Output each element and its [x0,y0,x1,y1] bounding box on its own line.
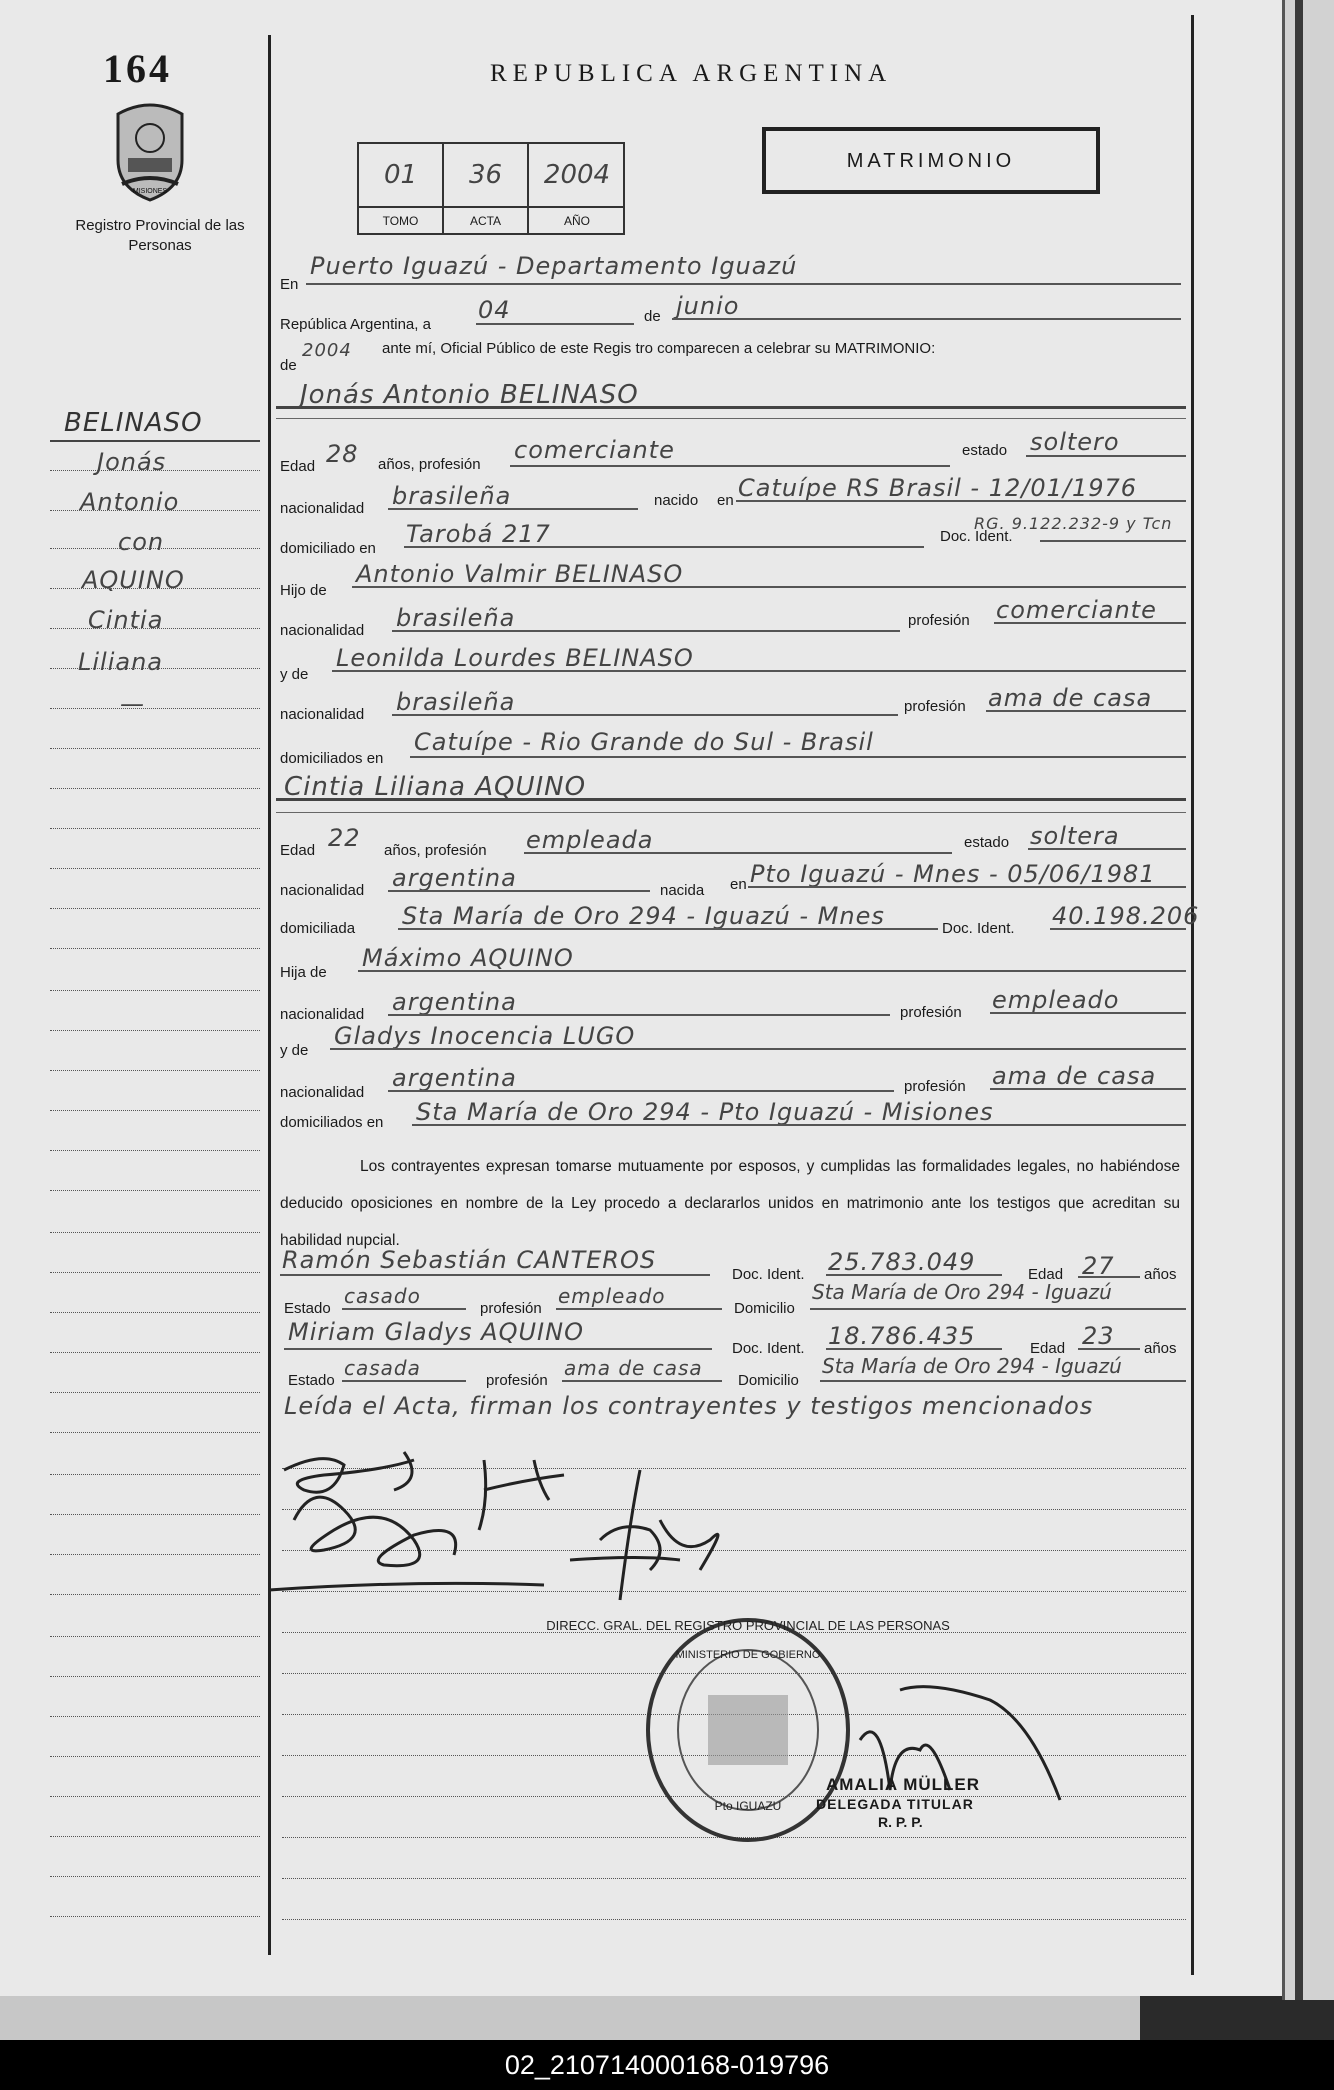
margin-dotted-line [50,1594,260,1595]
groom-address: Tarobá 217 [406,520,551,548]
field-line [388,1014,890,1016]
label: nacionalidad [280,1084,365,1101]
bride-mother-nationality: argentina [392,1064,517,1092]
field-line [332,670,1186,672]
witness2-name: Miriam Gladys AQUINO [288,1318,584,1346]
groom-age: 28 [326,440,359,468]
groom-parents-address: Catuípe - Rio Grande do Sul - Brasil [414,728,874,756]
svg-text:MINISTERIO DE GOBIERNO: MINISTERIO DE GOBIERNO [675,1649,821,1661]
label: en [717,492,734,509]
country-title: REPUBLICA ARGENTINA [490,60,893,87]
field-line [412,1124,1186,1126]
margin-dotted-line [50,868,260,869]
label: profesión [486,1372,548,1389]
groom-father: Antonio Valmir BELINASO [356,560,684,588]
svg-text:DIRECC. GRAL. DEL REGISTRO PRO: DIRECC. GRAL. DEL REGISTRO PROVINCIAL DE LAS PERSONAS [546,1618,950,1633]
field-line [990,1012,1186,1014]
volume-box [357,142,625,235]
bride-father-occupation: empleado [992,986,1120,1014]
label: nacionalidad [280,706,365,723]
margin-dotted-line [50,1150,260,1151]
margin-dotted-line [50,1474,260,1475]
field-line [826,1348,1002,1350]
field-line [276,798,1186,801]
groom-mother: Leonilda Lourdes BELINASO [336,644,694,672]
witness-signature-icon [560,1460,760,1610]
label: de [644,308,661,325]
label: Edad [1030,1340,1066,1357]
label: domiciliada [280,920,356,937]
margin-dotted-line [50,990,260,991]
right-margin-rule [1191,15,1194,1975]
page-number: 164 [103,46,172,91]
witness1-address: Sta María de Oro 294 - Iguazú [812,1280,1112,1304]
groom-birth: Catuípe RS Brasil - 12/01/1976 [738,474,1138,502]
bride-address: Sta María de Oro 294 - Iguazú - Mnes [402,902,885,930]
bride-occupation: empleada [526,826,654,854]
margin-dotted-line [50,1876,260,1877]
field-line [388,1090,894,1092]
field-line [524,852,952,854]
margin-line: Liliana [78,648,163,676]
label: años [1144,1266,1177,1283]
field-line [392,630,900,632]
margin-dotted-line [50,1636,260,1637]
label: Hija de [280,964,327,981]
label: profesión [480,1300,542,1317]
field-line [820,1380,1186,1382]
tomo-value: 01 [383,160,418,190]
witness1-occupation: empleado [558,1284,666,1308]
closing-note: Leída el Acta, firman los contrayentes y testigos mencionados [284,1392,1094,1420]
margin-dotted-line [50,748,260,749]
margin-line: Cintia [88,606,164,634]
field-line [352,586,1186,588]
label: domiciliados en [280,1114,384,1131]
field-line [1050,928,1186,930]
field-line [342,1380,466,1382]
field-line [1040,540,1186,542]
label: En [280,276,299,293]
label: Edad [1028,1266,1064,1283]
bride-mother: Gladys Inocencia LUGO [334,1022,636,1050]
place-value: Puerto Iguazú - Departamento Iguazú [310,252,798,280]
anio-value: 2004 [543,160,611,190]
label: nacionalidad [280,622,365,639]
field-line [276,406,1186,409]
margin-dotted-line [50,470,260,471]
month-value: junio [676,292,740,320]
bride-father: Máximo AQUINO [362,944,574,972]
field-line [392,714,898,716]
field-line [1026,455,1186,457]
label: domiciliado en [280,540,376,557]
label: de [280,357,297,374]
field-line [398,928,938,930]
margin-dotted-line [50,1232,260,1233]
margin-dotted-line [50,1676,260,1677]
margin-dotted-line [50,1836,260,1837]
margin-dotted-line [50,668,260,669]
margin-dotted-line [50,1070,260,1071]
bride-doc: 40.198.206 [1052,902,1200,930]
label: domiciliados en [280,750,384,767]
margin-dotted-line [50,1272,260,1273]
ruled-line [282,1919,1186,1920]
margin-dotted-line [50,1392,260,1393]
label: Doc. Ident. [942,920,1015,937]
bride-nationality: argentina [392,864,517,892]
witness2-doc: 18.786.435 [828,1322,976,1350]
groom-status: soltero [1030,428,1120,456]
label: profesión [908,612,970,629]
witness2-occupation: ama de casa [564,1356,703,1380]
label: Doc. Ident. [732,1266,805,1283]
anio-label: AÑO [529,206,625,235]
field-line [306,283,1181,285]
margin-dotted-line [50,1716,260,1717]
label: Doc. Ident. [732,1340,805,1357]
field-line [280,1274,710,1276]
margin-dotted-line [50,1514,260,1515]
label: profesión [904,698,966,715]
label: y de [280,666,309,683]
groom-father-occupation: comerciante [996,596,1157,624]
acta-value: 36 [468,160,503,190]
margin-dotted-line [50,788,260,789]
book-edge [1282,0,1334,2000]
label: nacionalidad [280,882,365,899]
field-line [1078,1348,1140,1350]
svg-text:MISIONES: MISIONES [132,188,168,195]
witness1-doc: 25.783.049 [828,1248,976,1276]
label: estado [964,834,1010,851]
margin-dotted-line [50,1352,260,1353]
act-type-box: MATRIMONIO [762,127,1100,194]
groom-father-nationality: brasileña [396,604,516,632]
label: años, profesión [378,456,481,473]
field-line [276,812,1186,813]
groom-occupation: comerciante [514,436,675,464]
margin-dotted-line [50,1756,260,1757]
field-line [810,1308,1186,1310]
official-name: AMALIA MÜLLER [826,1775,981,1794]
label: años [1144,1340,1177,1357]
label: Edad [280,842,316,859]
field-line [826,1274,1002,1276]
field-line [1028,848,1186,850]
column-divider [268,35,271,1955]
label: nacido [654,492,699,509]
margin-line: — [120,690,145,718]
label: y de [280,1042,309,1059]
registry-name: Registro Provincial de las Personas [75,217,245,254]
field-line [404,546,924,548]
underlying-page [0,1996,1140,2040]
official-title: DELEGADA TITULAR [816,1796,974,1812]
label: Hijo de [280,582,327,599]
witness1-age: 27 [1082,1252,1115,1280]
bride-name: Cintia Liliana AQUINO [284,772,587,802]
label: en [730,876,747,893]
margin-dotted-line [50,510,260,511]
witness2-address: Sta María de Oro 294 - Iguazú [822,1354,1122,1378]
margin-dotted-line [50,1110,260,1111]
label: estado [962,442,1008,459]
field-line [284,1348,712,1350]
groom-doc: RG. 9.122.232-9 y Tcn [974,514,1173,533]
appearance-text: ante mí, Oficial Público de este Regis tro comparecen a celebrar su MATRIMONIO: [382,340,936,357]
field-line [388,890,650,892]
svg-text:Pto IGUAZU: Pto IGUAZU [714,1799,782,1813]
label: Estado [284,1300,331,1317]
witness1-name: Ramón Sebastián CANTEROS [282,1246,657,1274]
field-line [476,323,634,325]
groom-name: Jonás Antonio BELINASO [300,380,639,410]
label: Domicilio [734,1300,795,1317]
groom-mother-occupation: ama de casa [988,684,1153,712]
groom-nationality: brasileña [392,482,512,510]
label: nacionalidad [280,500,365,517]
margin-rule [50,440,260,442]
label: nacida [660,882,705,899]
day-value: 04 [478,296,511,324]
label: Doc. Ident. [940,528,1013,545]
margin-line: AQUINO [82,566,185,594]
field-line [986,710,1186,712]
ruled-line [282,1878,1186,1879]
margin-dotted-line [50,1190,260,1191]
year-value: 2004 [302,340,352,361]
label: Estado [288,1372,335,1389]
label: profesión [904,1078,966,1095]
field-line [994,622,1186,624]
margin-dotted-line [50,1312,260,1313]
margin-dotted-line [50,548,260,549]
margin-dotted-line [50,1796,260,1797]
margin-dotted-line [50,1554,260,1555]
field-line [562,1380,722,1382]
margin-dotted-line [50,588,260,589]
label: Domicilio [738,1372,799,1389]
field-line [748,886,1186,888]
margin-dotted-line [50,1916,260,1917]
official-rpp: R. P. P. [878,1814,923,1830]
label: nacionalidad [280,1006,365,1023]
label: años, profesión [384,842,487,859]
margin-surname: BELINASO [64,408,203,438]
margin-dotted-line [50,708,260,709]
bride-status: soltera [1030,822,1120,850]
bride-father-nationality: argentina [392,988,517,1016]
margin-dotted-line [50,828,260,829]
margin-line: Antonio [80,488,180,516]
witness1-status: casado [344,1284,421,1308]
margin-dotted-line [50,1030,260,1031]
groom-mother-nationality: brasileña [396,688,516,716]
margin-line: con [118,528,165,556]
field-line [410,756,1186,758]
field-line [672,318,1181,320]
field-line [330,1048,1186,1050]
witness2-age: 23 [1082,1322,1115,1350]
bride-mother-occupation: ama de casa [992,1062,1157,1090]
field-line [276,418,1186,419]
field-line [388,508,638,510]
label: República Argentina, a [280,316,431,333]
field-line [358,970,1186,972]
field-line [736,500,1186,502]
label: Edad [280,458,316,475]
margin-line: Jonás [97,448,167,476]
bride-birth: Pto Iguazú - Mnes - 05/06/1981 [750,860,1156,888]
margin-dotted-line [50,1432,260,1433]
field-line [342,1308,466,1310]
field-line [1078,1276,1140,1278]
tomo-label: TOMO [359,206,442,235]
image-id-bar: 02_210714000168-019796 [0,2040,1334,2090]
bride-parents-address: Sta María de Oro 294 - Pto Iguazú - Misiones [416,1098,994,1126]
acta-label: ACTA [444,206,527,235]
margin-dotted-line [50,948,260,949]
field-line [990,1088,1186,1090]
field-line [510,465,950,467]
field-line [556,1308,722,1310]
margin-dotted-line [50,628,260,629]
bride-age: 22 [328,824,361,852]
misiones-emblem-icon [110,100,190,204]
margin-dotted-line [50,908,260,909]
witness2-status: casada [344,1356,421,1380]
label: profesión [900,1004,962,1021]
declaration-text: Los contrayentes expresan tomarse mutuamente por esposos, y cumplidas las formalidades legales, no habiéndose deducido oposiciones en nombre de la Ley procedo a declararlos unidos en matrimonio ante los testigos que acreditan su habilidad nupcial. [280,1158,1180,1249]
